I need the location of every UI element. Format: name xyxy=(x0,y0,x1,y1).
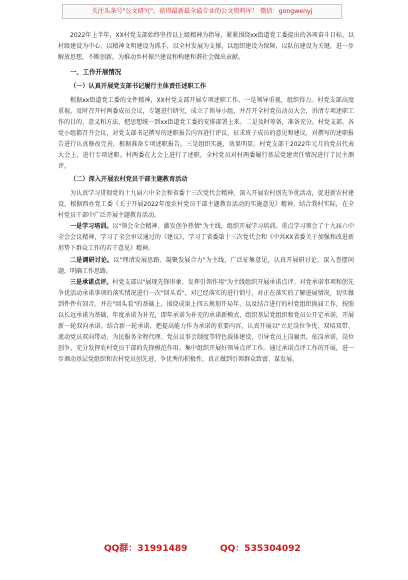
subsection-heading-2: （二）深入开展农村党员干部主题教育活动 xyxy=(70,176,188,184)
subsection-2-paragraph: 为认真学习贯彻党的十九届六中全会和省委十三次党代会精神，深入开展农村创先争优活动，促进新农村建设，根据西办党工委《关于开展2022年度农村党员干部主题教育活动的实施意见》精神，结合我村实际，在全村党员干部中广泛开展主题教育活动。 xyxy=(58,189,354,220)
section-heading-1: 一、工作开展情况 xyxy=(70,68,122,77)
item-2-paragraph xyxy=(58,255,354,277)
subsection-heading-1: （一）认真开展党支部书记履行主体责任述职工作 xyxy=(70,83,207,91)
item-3-paragraph xyxy=(58,277,354,366)
document-body xyxy=(58,30,354,365)
item-1-body: 以"领会全会精神、激发创争热情"为主线，组织开展学习培训。重点学习领会了十九届六中全会会议精神，学习了全会审议通过的《建议》，学习了省委第十三次党代会和《中共XX省委关于加强和改进新形势下群众工作的若干意见》精神。 xyxy=(58,223,354,253)
item-1-heading: 一是学习培训。 xyxy=(70,223,113,231)
item-2-heading: 二是调研讨论。 xyxy=(70,256,114,264)
qq-number-text: QQ：535304092 xyxy=(220,544,301,554)
intro-paragraph: 2022年上半年，XX村党支部始终坚持以上级精神为指导，紧紧围绕xx街道党工委提出的各项奋斗目标，以村级建设为中心，以精神文明建设为抓手，以全村发展为支撑，以组织建设为保障，以队伍建设为关键，进一步解放思想，不断创新，为推动乡村振兴建设和构建和谐社会做出贡献。 xyxy=(58,32,354,62)
promo-banner: 关注头条号"公文研究"，获得最新最全最专业的公文资料库！ 微信：gongwenyj xyxy=(62,4,342,19)
qq-group-text: QQ群：31991489 xyxy=(104,544,188,554)
subsection-1-paragraph: 根据xx街道党工委的文件精神，XX村党支部开展专项述职工作。一是领导重视，组织得力。村党支部高度重视，及时召开村两委成员会议，专题进行研究，成立了领导小组，并召开全村党员动员大会，讲清专项述职工作的目的、意义和方法，把思想统一到xx街道党工委的安排部署上来。二是及时筹备，准备充分。村党支部、各党小组都召开会议，对党支部书记撰写的述职报告内容进行评议，征求班子成员的意见和建议，对撰写的述职报告进行认真修改完善，根据准备专项述职报告。三是组织实施，效果明显。村党支部于2022年元月的党员代表大会上，进行专项述职。村两委在大会上进行了述职，全村党员对村两委履行基层党建责任情况进行了民主测评。 xyxy=(58,96,354,171)
item-3-heading: 三是承诺点评。 xyxy=(70,278,113,286)
item-3-body: 村党支部以"展现先锋形象、发挥引领作用"为主线组织开展承诺点评。对党承诺事项和创先争优活动承诺事项的落实情况进行一次"回头看"，对已经落实的进行销号，对正在落实的了解进展情况，切实做到件件有回音。并在"回头看"的基础上，围绕成果上四五规划开局年，以及结合进行的村党组织换届工作，按照以长远承诺为基础，年度承诺为补充，即年承诺为补充的承诺新模式，组织基层党组织和党员公开定承诺，开展新一轮双向承诺。结合新一轮承诺，把提高能力作为承诺的重要内容，认真开展以"立足岗位争优、双培双带、流动党员双向带动、为民服务全程代理、党员议事会制度等特色载体建设，引导党员上岗履责，依岗承诺，岗位创争，充分发挥农村党员干部的先锋模范作用。集中组织开展好领导点评工作。通过承诺点评工作的开展，进一步调动基层党组织和农村党员创先进、争优秀的积极性，真正做到引领群众致富、谋发展。 xyxy=(58,278,354,364)
item-2-body: 以"理清发展思路、凝聚发展合力"为主线，广泛征集意见，认真开展研讨论，深入查摆问题，明确工作思路。 xyxy=(58,256,354,275)
item-1-paragraph xyxy=(58,221,354,254)
footer-contact xyxy=(0,540,408,558)
